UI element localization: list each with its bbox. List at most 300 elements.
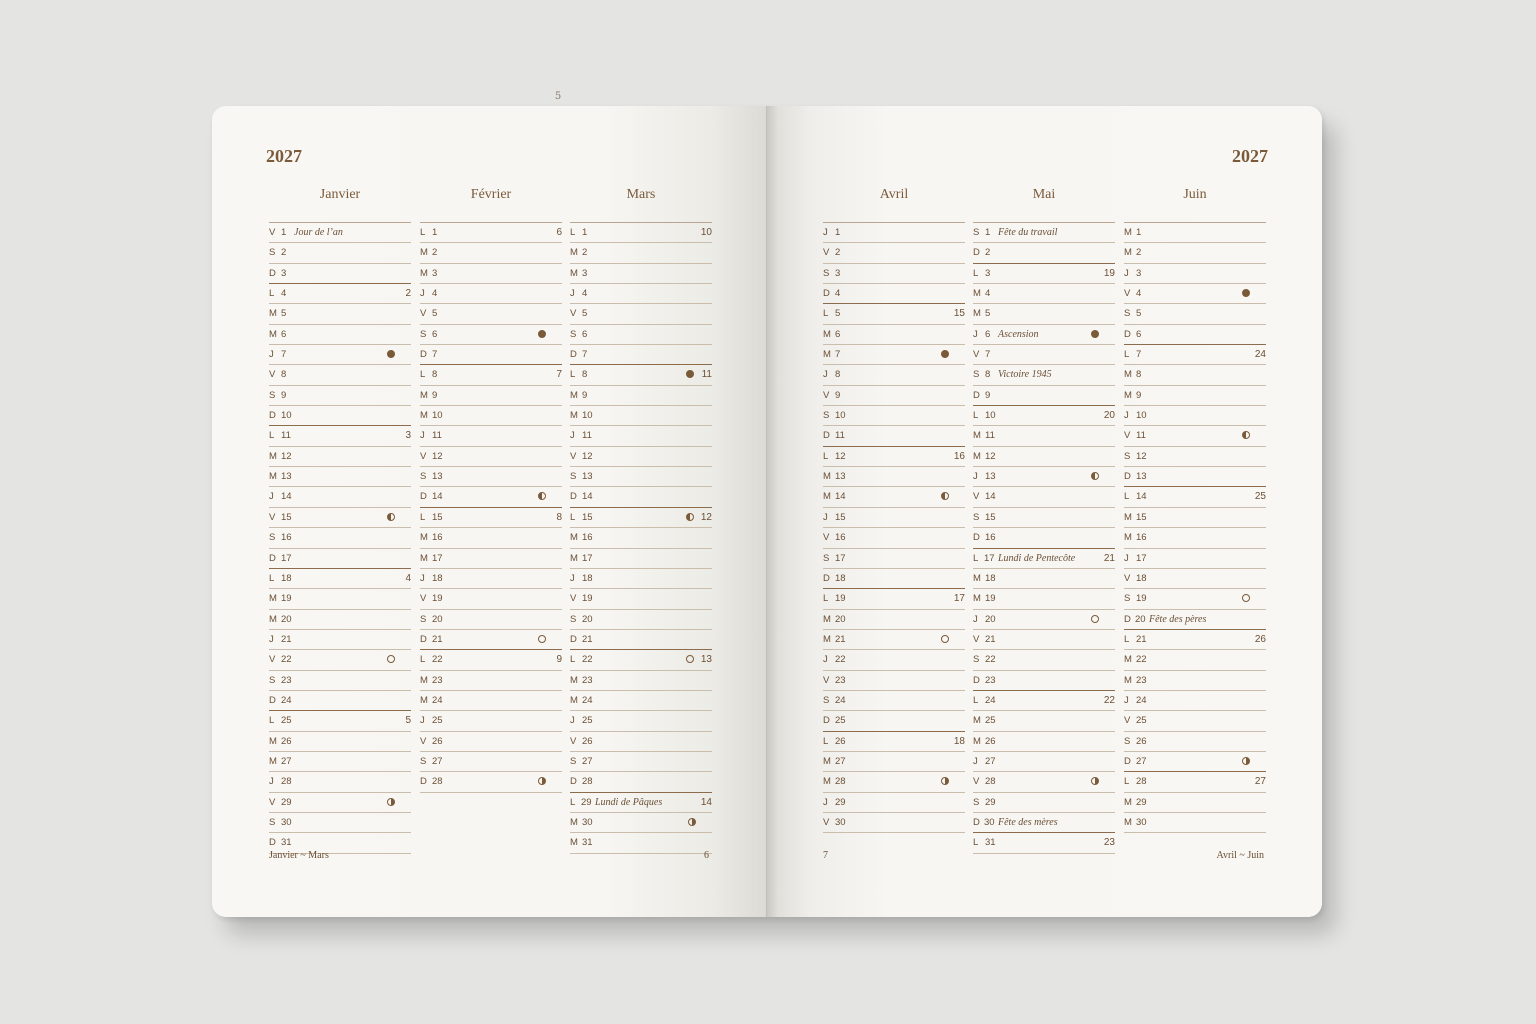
day-number: 1 [985,227,991,238]
weekday-letter: D [420,491,427,503]
day-number: 2 [582,247,588,259]
day-number: 5 [281,308,287,320]
day-row [973,243,1115,263]
weekday-letter: S [973,654,980,666]
weekday-letter: D [1124,755,1131,767]
day-row [823,630,965,650]
day-number: 14 [582,491,593,503]
day-number: 28 [835,776,846,788]
month-column [823,176,965,833]
day-row [570,386,712,406]
weekday-letter: J [269,491,274,503]
day-row [269,710,411,731]
day-number: 22 [582,654,593,666]
day-row [570,813,712,833]
day-row [823,711,965,731]
day-number: 13 [835,471,846,483]
day-row [570,507,712,528]
year-heading-right: 2027 [1232,146,1268,166]
day-row [420,671,562,691]
week-number: 24 [1254,349,1266,361]
weekday-letter: M [570,532,578,544]
weekday-letter: M [973,593,981,605]
day-number: 4 [432,288,438,300]
weekday-letter: S [570,755,577,767]
day-row [269,365,411,385]
day-number: 23 [1136,674,1147,686]
holiday-label: Lundi de Pâques [595,796,663,808]
first-quarter-moon-icon [387,513,395,521]
week-number: 22 [1103,694,1115,706]
day-number: 20 [582,613,593,625]
day-number: 9 [281,389,287,401]
day-row [1124,711,1266,731]
top-page-marker: 5 [554,91,562,102]
day-number: 8 [835,369,841,381]
day-row [1124,406,1266,426]
day-row [973,223,1115,243]
weekday-letter: D [570,491,577,503]
weekday-letter: J [570,715,575,727]
weekday-letter: M [1124,654,1132,666]
day-row [973,447,1115,467]
new-moon-icon [387,350,395,358]
weekday-letter: M [269,450,277,462]
day-row [570,589,712,609]
day-number: 2 [1136,247,1142,259]
day-row [420,691,562,711]
right-page [767,106,1322,917]
weekday-letter: S [1124,308,1131,320]
weekday-letter: M [1124,227,1132,238]
day-number: 30 [984,816,995,828]
weekday-letter: L [973,267,979,279]
day-row [420,732,562,752]
day-number: 28 [281,776,292,788]
weekday-letter: L [973,837,979,849]
day-row [1124,569,1266,589]
weekday-letter: L [823,593,829,605]
day-number: 27 [432,755,443,767]
weekday-letter: M [973,288,981,300]
day-number: 10 [582,410,593,422]
weekday-letter: M [420,247,428,259]
day-row [570,345,712,365]
weekday-letter: V [1124,430,1131,442]
day-number: 9 [835,389,841,401]
day-number: 3 [1136,267,1142,279]
day-number: 14 [985,491,996,503]
day-number: 15 [835,511,846,523]
day-number: 13 [281,471,292,483]
day-row [823,386,965,406]
weekday-letter: M [973,735,981,747]
weekday-letter: D [570,776,577,788]
day-row [269,549,411,569]
day-number: 5 [582,308,588,320]
day-row [973,832,1115,853]
day-row [823,467,965,487]
last-quarter-moon-icon [1091,777,1099,785]
weekday-letter: M [823,491,831,503]
day-number: 8 [1136,369,1142,381]
day-list [1124,222,1266,833]
day-row [269,264,411,284]
day-number: 17 [582,552,593,564]
new-moon-icon [1242,289,1250,297]
weekday-letter: S [420,613,427,625]
weekday-letter: M [269,755,277,767]
weekday-letter: V [269,511,276,523]
weekday-letter: S [570,328,577,340]
day-row [1124,365,1266,385]
weekday-letter: J [1124,267,1129,279]
day-row [420,304,562,324]
day-row [269,508,411,528]
day-row [1124,771,1266,792]
weekday-letter: M [420,389,428,401]
day-row [973,793,1115,813]
day-row [269,487,411,507]
full-moon-icon [1242,594,1250,602]
day-number: 7 [1136,349,1142,361]
weekday-letter: V [269,369,276,381]
day-number: 26 [985,735,996,747]
day-number: 27 [582,755,593,767]
weekday-letter: V [269,654,276,666]
weekday-letter: M [973,308,981,320]
week-number: 3 [405,430,411,442]
day-row [420,243,562,263]
first-quarter-moon-icon [941,492,949,500]
week-number: 16 [953,450,965,462]
week-number: 26 [1254,633,1266,645]
day-row [420,223,562,243]
day-row [1124,486,1266,507]
day-row [823,610,965,630]
week-number: 11 [701,369,712,381]
weekday-letter: L [973,552,979,564]
day-number: 28 [1136,776,1147,788]
day-number: 25 [835,715,846,727]
day-row [570,671,712,691]
day-number: 2 [835,247,841,259]
day-number: 29 [985,796,996,808]
day-row [420,589,562,609]
weekday-letter: S [973,369,980,381]
month-title: Février [470,187,512,202]
week-number: 20 [1103,410,1115,422]
day-row [973,569,1115,589]
day-number: 19 [281,593,292,605]
day-row [269,406,411,426]
day-row [570,732,712,752]
day-row [1124,589,1266,609]
weekday-letter: M [420,694,428,706]
day-row [269,589,411,609]
week-number: 4 [405,572,411,584]
weekday-letter: J [973,613,978,625]
day-row [570,243,712,263]
day-number: 12 [1136,450,1147,462]
first-quarter-moon-icon [686,513,694,521]
day-row [823,243,965,263]
day-row [570,549,712,569]
day-number: 18 [281,572,292,584]
weekday-letter: V [269,796,276,808]
day-number: 29 [1136,796,1147,808]
day-row [570,223,712,243]
day-row [823,691,965,711]
weekday-letter: D [420,349,427,361]
day-number: 10 [1136,410,1147,422]
day-number: 12 [281,450,292,462]
day-row [823,264,965,284]
week-number: 19 [1103,267,1115,279]
weekday-letter: M [570,267,578,279]
weekday-letter: L [570,369,576,381]
day-row [269,283,411,304]
day-number: 28 [432,776,443,788]
day-number: 11 [281,430,291,442]
day-row [570,792,712,813]
day-row [823,426,965,446]
weekday-letter: M [570,247,578,259]
day-number: 26 [281,735,292,747]
day-number: 7 [835,349,841,361]
day-number: 3 [835,267,841,279]
day-number: 17 [281,552,292,564]
day-number: 12 [835,450,846,462]
day-number: 20 [1135,613,1146,625]
new-moon-icon [538,330,546,338]
month-column [420,176,562,793]
day-number: 25 [1136,715,1147,727]
day-row [570,325,712,345]
day-number: 13 [582,471,593,483]
weekday-letter: J [1124,552,1129,564]
full-moon-icon [387,655,395,663]
day-row [823,569,965,589]
day-number: 1 [432,227,438,238]
day-row [1124,610,1266,630]
day-number: 4 [1136,288,1142,300]
day-number: 7 [985,349,991,361]
weekday-letter: J [269,776,274,788]
day-row [570,447,712,467]
day-row [1124,528,1266,548]
day-row [269,223,411,243]
day-number: 11 [1136,430,1146,442]
holiday-label: Fête du travail [998,227,1058,238]
day-row [973,752,1115,772]
day-row [570,487,712,507]
day-row [973,263,1115,284]
week-number: 25 [1254,491,1266,503]
day-number: 23 [281,674,292,686]
week-number: 13 [700,654,712,666]
weekday-letter: V [973,349,980,361]
weekday-letter: D [1124,328,1131,340]
holiday-label: Fête des pères [1149,613,1207,625]
day-row [420,325,562,345]
day-row [269,243,411,263]
day-number: 10 [835,410,846,422]
new-moon-icon [941,350,949,358]
weekday-letter: M [1124,796,1132,808]
day-row [420,649,562,670]
day-number: 21 [835,633,846,645]
day-number: 15 [281,511,292,523]
day-row [269,650,411,670]
day-number: 21 [582,633,593,645]
weekday-letter: V [570,308,577,320]
day-row [1124,447,1266,467]
weekday-letter: M [973,430,981,442]
day-number: 25 [985,715,996,727]
day-number: 22 [432,654,443,666]
day-number: 25 [582,715,593,727]
day-row [1124,508,1266,528]
weekday-letter: L [1124,491,1130,503]
weekday-letter: D [570,633,577,645]
weekday-letter: S [823,267,830,279]
weekday-letter: M [570,410,578,422]
weekday-letter: M [973,715,981,727]
day-number: 31 [985,837,996,849]
day-number: 9 [582,389,588,401]
weekday-letter: D [973,816,980,828]
day-row [823,325,965,345]
last-quarter-moon-icon [1242,757,1250,765]
day-row [823,650,965,670]
day-row [420,467,562,487]
weekday-letter: S [420,328,427,340]
footer-range-right: Avril ~ Juin [1216,850,1264,861]
weekday-letter: S [823,552,830,564]
day-row [1124,284,1266,304]
day-row [420,364,562,385]
weekday-letter: M [420,552,428,564]
weekday-letter: M [823,471,831,483]
day-number: 15 [1136,511,1147,523]
day-row [420,772,562,792]
weekday-letter: M [1124,247,1132,259]
day-number: 21 [985,633,996,645]
day-row [269,528,411,548]
day-row [1124,264,1266,284]
day-row [973,365,1115,385]
day-row [269,813,411,833]
weekday-letter: S [823,694,830,706]
day-row [1124,732,1266,752]
day-number: 13 [1136,471,1147,483]
day-row [570,569,712,589]
week-number: 21 [1103,552,1115,564]
weekday-letter: M [269,328,277,340]
day-number: 6 [432,328,438,340]
holiday-label: Jour de l’an [294,227,343,238]
weekday-letter: L [269,572,275,584]
week-number: 15 [953,308,965,320]
day-row [570,284,712,304]
day-row [973,487,1115,507]
day-list [269,222,411,854]
day-number: 26 [835,735,846,747]
weekday-letter: V [1124,715,1131,727]
weekday-letter: J [973,328,978,340]
weekday-letter: L [420,227,426,238]
day-number: 11 [432,430,442,442]
day-number: 20 [432,613,443,625]
weekday-letter: J [420,715,425,727]
day-number: 3 [432,267,438,279]
weekday-letter: V [1124,572,1131,584]
week-number: 8 [556,511,562,523]
weekday-letter: M [269,308,277,320]
weekday-letter: D [269,267,276,279]
week-number: 6 [556,227,562,238]
day-number: 24 [281,694,292,706]
first-quarter-moon-icon [1242,431,1250,439]
day-number: 24 [582,694,593,706]
day-number: 22 [835,654,846,666]
weekday-letter: D [1124,613,1131,625]
day-number: 17 [1136,552,1147,564]
left-page [212,106,767,917]
day-number: 17 [835,552,846,564]
weekday-letter: J [420,288,425,300]
weekday-letter: V [1124,288,1131,300]
weekday-letter: J [570,430,575,442]
weekday-letter: J [420,572,425,584]
day-number: 17 [432,552,443,564]
day-number: 12 [985,450,996,462]
full-moon-icon [686,655,694,663]
weekday-letter: L [570,796,576,808]
weekday-letter: L [823,735,829,747]
day-row [570,610,712,630]
day-number: 19 [582,593,593,605]
day-row [823,487,965,507]
day-row [973,304,1115,324]
day-number: 25 [432,715,443,727]
weekday-letter: L [1124,633,1130,645]
weekday-letter: L [420,654,426,666]
day-row [973,325,1115,345]
day-row [269,732,411,752]
weekday-letter: J [1124,410,1129,422]
day-row [269,630,411,650]
weekday-letter: S [973,796,980,808]
day-row [1124,793,1266,813]
day-number: 10 [985,410,996,422]
day-number: 8 [582,369,588,381]
weekday-letter: M [823,755,831,767]
weekday-letter: L [1124,776,1130,788]
day-row [1124,813,1266,833]
day-number: 18 [985,572,996,584]
weekday-letter: V [420,450,427,462]
day-row [269,793,411,813]
day-number: 23 [582,674,593,686]
day-row [420,630,562,650]
weekday-letter: J [269,633,274,645]
day-number: 10 [281,410,292,422]
weekday-letter: M [269,613,277,625]
weekday-letter: V [823,816,830,828]
page-number-left: 6 [704,850,709,861]
